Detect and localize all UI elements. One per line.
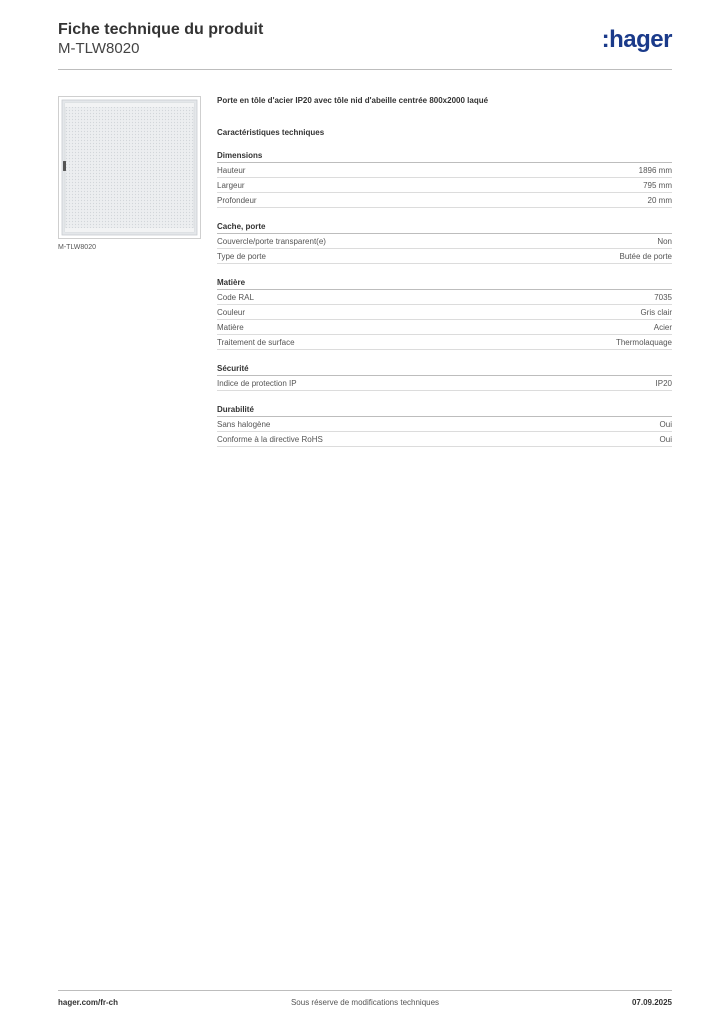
spec-label: Conforme à la directive RoHS [217,435,323,444]
spec-row [217,336,672,350]
spec-row [217,321,672,335]
product-image [58,96,201,239]
section-title: Durabilité [217,404,672,417]
spec-value: 1896 mm [638,166,672,175]
section-securite [217,363,672,391]
spec-value: Gris clair [640,308,672,317]
spec-row [217,433,672,447]
spec-row [217,194,672,208]
section-matiere [217,277,672,350]
spec-value: Non [657,237,672,246]
product-reference: M-TLW8020 [58,40,140,57]
spec-label: Code RAL [217,293,254,302]
spec-label: Type de porte [217,252,266,261]
header-divider [58,69,672,70]
footer-date: 07.09.2025 [631,998,672,1007]
section-cache-porte [217,221,672,264]
image-caption: M-TLW8020 [58,244,96,251]
spec-value: Oui [659,420,672,429]
logo-prefix: : [601,26,610,53]
footer-website-link[interactable]: hager.com/fr-ch [58,998,119,1007]
spec-label: Indice de protection IP [217,379,297,388]
hager-logo [602,26,672,54]
spec-label: Sans halogène [217,420,271,429]
footer-notice: Sous réserve de modifications techniques [290,998,440,1007]
spec-value: IP20 [655,379,672,388]
spec-value: 7035 [654,293,672,302]
section-title: Matière [217,277,672,290]
spec-value: Acier [653,323,672,332]
section-title: Sécurité [217,363,672,376]
product-description: Porte en tôle d'acier IP20 avec tôle nid d'abeille centrée 800x2000 laqué [217,96,489,105]
spec-row [217,418,672,432]
spec-label: Profondeur [217,196,257,205]
spec-label: Largeur [217,181,245,190]
spec-value: 795 mm [643,181,672,190]
logo-text: hager [609,26,672,53]
footer-divider [58,990,672,991]
section-title: Dimensions [217,150,672,163]
spec-value: Thermolaquage [615,338,672,347]
spec-label: Traitement de surface [217,338,295,347]
spec-label: Couleur [217,308,246,317]
section-durabilite [217,404,672,447]
tech-heading: Caractéristiques techniques [217,128,325,137]
spec-row [217,306,672,320]
spec-label: Couvercle/porte transparent(e) [217,237,326,246]
door-panel-icon [59,97,200,238]
spec-row [217,164,672,178]
spec-row [217,291,672,305]
page-header [58,20,672,70]
section-title: Cache, porte [217,221,672,234]
spec-row [217,250,672,264]
spec-label: Matière [217,323,244,332]
spec-value: Oui [659,435,672,444]
section-dimensions [217,150,672,208]
spec-row [217,377,672,391]
spec-label: Hauteur [217,166,246,175]
spec-content [217,96,672,460]
spec-row [217,179,672,193]
spec-row [217,235,672,249]
page-title: Fiche technique du produit [58,21,264,38]
spec-value: 20 mm [647,196,672,205]
spec-value: Butée de porte [619,252,672,261]
